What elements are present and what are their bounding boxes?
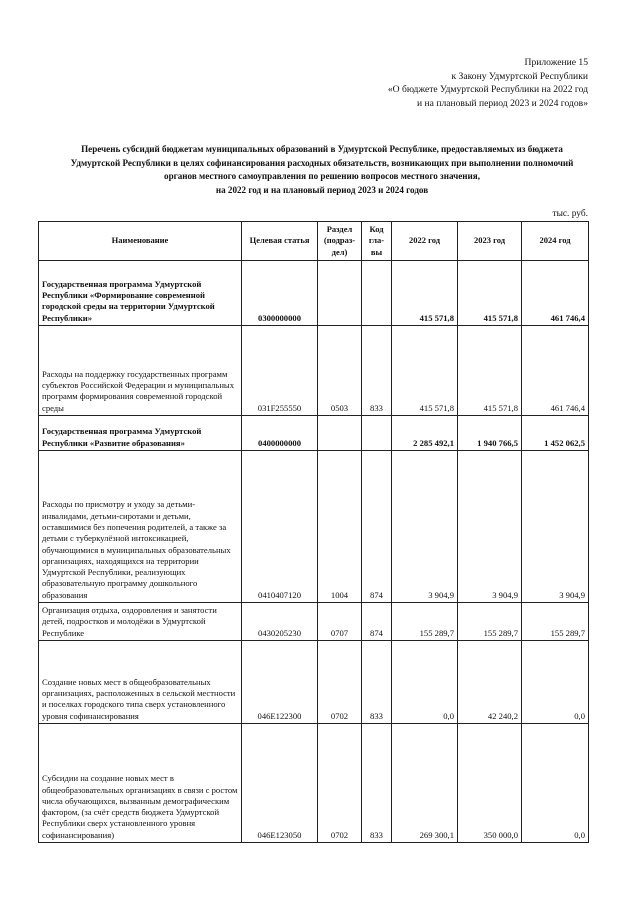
row-name: Государственная программа Удмуртской Республики «Формирование современной городской среды на территории Удмуртской Республики» [39,261,242,326]
row-2022: 269 300,1 [392,724,458,843]
header-target: Целевая статья [242,222,318,261]
row-2023: 3 904,9 [458,451,522,603]
row-2024: 155 289,7 [522,603,589,641]
row-2022: 3 904,9 [392,451,458,603]
row-2024: 3 904,9 [522,451,589,603]
table-row [39,724,589,843]
row-2024: 0,0 [522,641,589,724]
table-row [39,261,589,326]
row-name: Государственная программа Удмуртской Республики «Развитие образования» [39,416,242,451]
table-row [39,451,589,603]
row-2022: 415 571,8 [392,326,458,416]
title-line-4: на 2022 год и на плановый период 2023 и 2024 годов [215,184,429,195]
header-2024: 2024 год [522,222,589,261]
row-name: Расходы по присмотру и уходу за детьми-инвалидами, детьми-сиротами и детьми, оставшимися без попечения родителей, а также за детьми с туберкулёзной интоксикацией, обучающимися в муниципальных образовательных организациях, находящихся на территории Удмуртской Республики, реализующих образовательную программу дошкольного образования [39,451,242,603]
appendix-law-ref: к Закону Удмуртской Республики [451,70,588,82]
table-row [39,641,589,724]
header-section: Раздел (подраз-дел) [318,222,362,261]
row-section: 0707 [318,603,362,641]
row-2024: 461 746,4 [522,261,589,326]
row-2023: 42 240,2 [458,641,522,724]
appendix-law-period: и на плановый период 2023 и 2024 годов» [417,97,588,109]
row-section: 0702 [318,641,362,724]
row-section [318,261,362,326]
table-row [39,416,589,451]
row-chapter: 874 [362,603,392,641]
row-chapter: 833 [362,724,392,843]
row-2023: 350 000,0 [458,724,522,843]
units-label: тыс. руб. [552,209,588,219]
table-row [39,326,589,416]
row-section: 0503 [318,326,362,416]
row-name: Создание новых мест в общеобразовательных организациях, расположенных в сельской местности и поселках городского типа сверх установленного уровня софинансирования [39,641,242,724]
row-name: Субсидии на создание новых мест в общеобразовательных организациях в связи с ростом числа обучающихся, вызванным демографическим фактором, (за счёт средств бюджета Удмуртской Республики сверх установленного уровня софинансирования) [39,724,242,843]
row-target: 0430205230 [242,603,318,641]
row-name: Расходы на поддержку государственных программ субъектов Российской Федерации и муниципальных программ формирования современной городской среды [39,326,242,416]
subsidies-table [38,221,589,843]
row-section [318,416,362,451]
table-row [39,603,589,641]
title-line-2: Удмуртской Республики в целях софинансирования расходных обязательств, возникающих при выполнении полномочий [70,157,574,168]
row-section: 0702 [318,724,362,843]
row-chapter [362,261,392,326]
row-chapter: 833 [362,641,392,724]
row-target: 0300000000 [242,261,318,326]
row-target: 0400000000 [242,416,318,451]
header-name: Наименование [39,222,242,261]
row-chapter: 874 [362,451,392,603]
row-2023: 1 940 766,5 [458,416,522,451]
title-line-3: органов местного самоуправления по решению вопросов местного значения, [164,171,480,182]
row-2022: 0,0 [392,641,458,724]
appendix-header [388,56,588,110]
row-chapter: 833 [362,326,392,416]
row-2022: 2 285 492,1 [392,416,458,451]
row-chapter [362,416,392,451]
row-name: Организация отдыха, оздоровления и занятости детей, подростков и молодёжи в Удмуртской Республике [39,603,242,641]
row-2024: 0,0 [522,724,589,843]
row-2023: 415 571,8 [458,326,522,416]
header-2023: 2023 год [458,222,522,261]
row-2022: 415 571,8 [392,261,458,326]
row-target: 0410407120 [242,451,318,603]
row-2023: 415 571,8 [458,261,522,326]
header-chapter: Код гла-вы [362,222,392,261]
row-target: 046E123050 [242,724,318,843]
appendix-number: Приложение 15 [524,57,588,68]
title-line-1: Перечень субсидий бюджетам муниципальных образований в Удмуртской Республике, предоставляемых из бюджета [81,144,563,154]
row-2024: 1 452 062,5 [522,416,589,451]
row-2022: 155 289,7 [392,603,458,641]
row-target: 046E122300 [242,641,318,724]
document-title [44,143,600,197]
row-section: 1004 [318,451,362,603]
row-2024: 461 746,4 [522,326,589,416]
table-header-row [39,222,589,261]
appendix-law-title: «О бюджете Удмуртской Республики на 2022 год [387,84,588,95]
row-2023: 155 289,7 [458,603,522,641]
row-target: 031F255550 [242,326,318,416]
header-2022: 2022 год [392,222,458,261]
